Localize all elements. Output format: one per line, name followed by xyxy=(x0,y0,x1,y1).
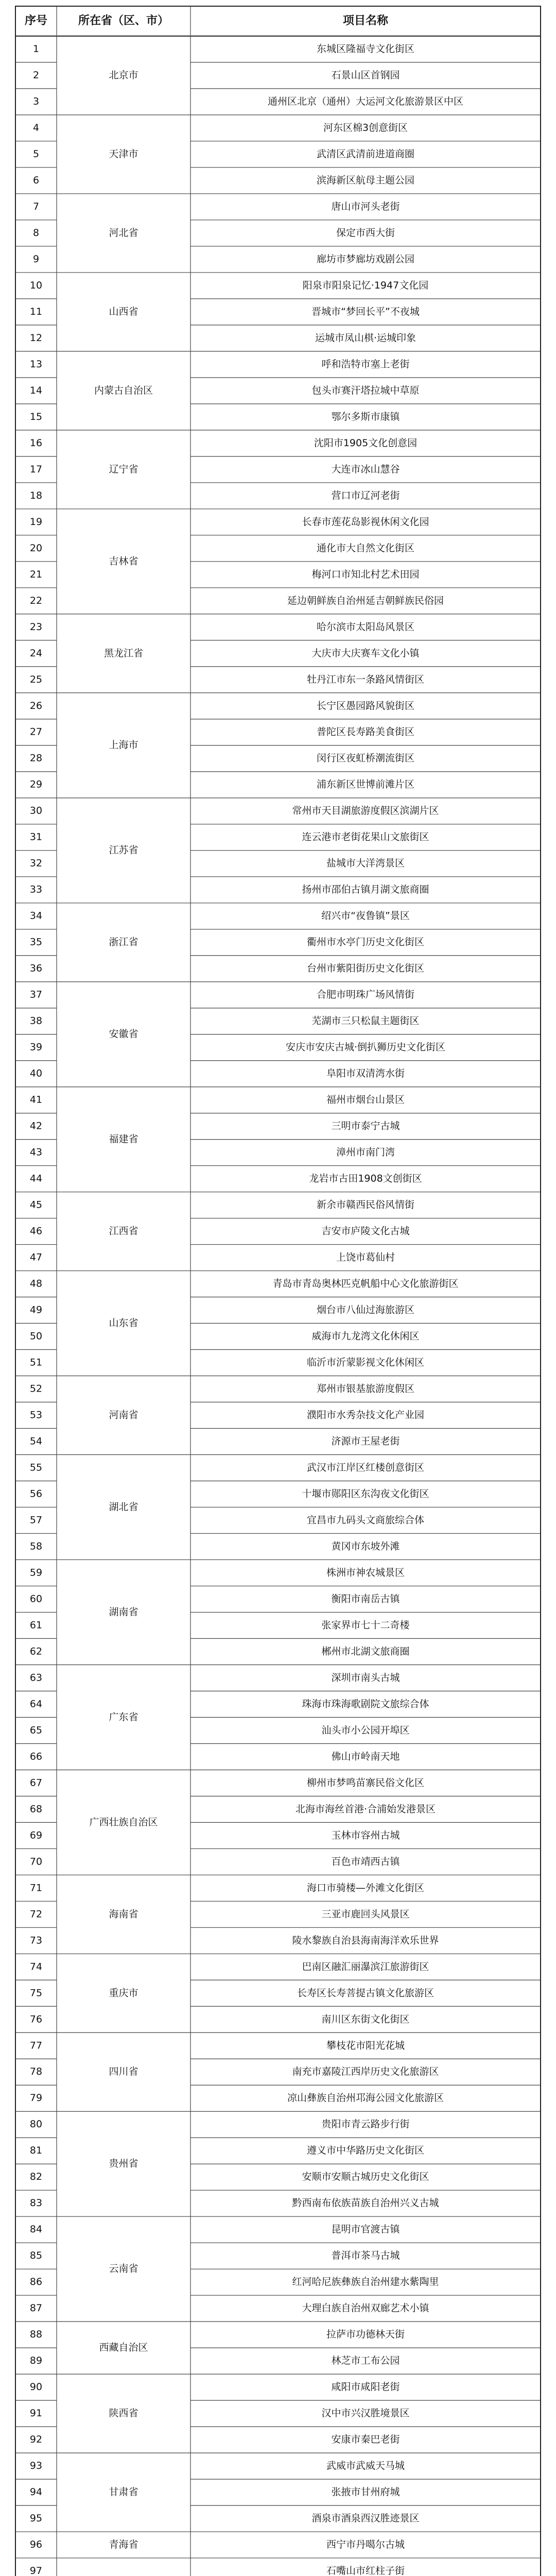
row-serial: 62 xyxy=(29,1646,43,1657)
row-project-name: 昆明市官渡古镇 xyxy=(331,2224,400,2235)
row-project-name: 晋城市“梦回长平”不夜城 xyxy=(311,306,420,317)
province-cell: 江苏省 xyxy=(109,844,138,856)
row-serial: 54 xyxy=(29,1435,43,1447)
row-project-name: 珠海市珠海歌剧院文旅综合体 xyxy=(302,1698,429,1710)
row-serial: 74 xyxy=(29,1961,43,1973)
row-project-name: 长春市莲花岛影视休闲文化园 xyxy=(302,516,429,528)
province-cell: 河南省 xyxy=(109,1409,138,1421)
row-project-name: 滨海新区航母主题公园 xyxy=(316,174,415,186)
row-serial: 55 xyxy=(29,1462,43,1473)
row-serial: 37 xyxy=(29,989,43,1001)
row-serial: 46 xyxy=(29,1225,43,1237)
header-serial: 序号 xyxy=(24,14,48,27)
row-project-name: 通化市大自然文化街区 xyxy=(316,542,415,554)
row-serial: 88 xyxy=(29,2329,43,2341)
row-serial: 82 xyxy=(29,2171,43,2183)
row-serial: 45 xyxy=(29,1199,43,1211)
row-serial: 30 xyxy=(29,805,43,817)
row-serial: 28 xyxy=(29,752,43,764)
province-cell: 西藏自治区 xyxy=(99,2342,148,2353)
row-serial: 53 xyxy=(29,1409,43,1421)
row-project-name: 贵阳市青云路步行街 xyxy=(321,2119,410,2130)
row-serial: 76 xyxy=(29,2013,43,2025)
row-serial: 43 xyxy=(29,1146,43,1158)
row-project-name: 遵义市中华路历史文化街区 xyxy=(306,2145,425,2157)
row-serial: 75 xyxy=(29,1987,43,1999)
row-serial: 68 xyxy=(29,1803,43,1815)
province-cell: 北京市 xyxy=(109,69,138,81)
province-cell: 山西省 xyxy=(109,306,138,317)
row-serial: 73 xyxy=(29,1935,43,1946)
row-serial: 3 xyxy=(32,95,40,107)
row-project-name: 深圳市南头古城 xyxy=(331,1672,400,1684)
province-cell: 内蒙古自治区 xyxy=(94,384,153,396)
row-project-name: 南充市嘉陵江西岸历史文化旅游区 xyxy=(292,2066,439,2078)
row-project-name: 安康市秦巴老街 xyxy=(331,2434,400,2446)
row-serial: 51 xyxy=(29,1357,43,1368)
row-serial: 4 xyxy=(32,122,40,133)
row-project-name: 西宁市丹噶尔古城 xyxy=(326,2539,405,2551)
row-project-name: 济源市王屋老街 xyxy=(331,1435,400,1447)
row-project-name: 保定市西大街 xyxy=(336,227,395,239)
row-project-name: 汕头市小公园开埠区 xyxy=(321,1724,410,1736)
row-project-name: 黄冈市东坡外滩 xyxy=(331,1540,400,1552)
row-project-name: 龙岩市古田1908文创街区 xyxy=(309,1173,422,1184)
row-project-name: 廊坊市梦廊坊戏剧公园 xyxy=(316,253,415,265)
row-project-name: 武清区武清前进道商圈 xyxy=(316,148,415,160)
row-project-name: 安庆市安庆古城·倒扒狮历史文化街区 xyxy=(285,1041,446,1053)
row-serial: 29 xyxy=(29,778,43,790)
row-project-name: 汉中市兴汉胜境景区 xyxy=(321,2408,410,2419)
row-project-name: 濮阳市水秀杂技文化产业园 xyxy=(306,1409,425,1421)
row-project-name: 上饶市葛仙村 xyxy=(336,1251,395,1263)
province-cell: 上海市 xyxy=(109,739,138,751)
row-serial: 79 xyxy=(29,2092,43,2104)
province-cell: 山东省 xyxy=(109,1317,138,1329)
row-project-name: 郑州市银基旅游度假区 xyxy=(316,1383,415,1395)
row-project-name: 延边朝鲜族自治州延吉朝鲜族民俗园 xyxy=(287,595,444,606)
row-project-name: 长宁区愚园路风貌街区 xyxy=(316,700,415,711)
row-project-name: 凉山彝族自治州邛海公园文化旅游区 xyxy=(287,2092,444,2104)
row-serial: 24 xyxy=(29,647,43,659)
row-project-name: 鄂尔多斯市康镇 xyxy=(331,411,400,422)
row-serial: 81 xyxy=(29,2145,43,2157)
row-serial: 26 xyxy=(29,700,43,711)
row-serial: 7 xyxy=(32,200,40,212)
province-cell: 安徽省 xyxy=(109,1028,138,1040)
row-project-name: 衢州市水亭门历史文化街区 xyxy=(306,936,425,948)
row-serial: 96 xyxy=(29,2539,43,2551)
row-serial: 87 xyxy=(29,2302,43,2314)
row-serial: 39 xyxy=(29,1041,43,1053)
row-serial: 23 xyxy=(29,621,43,633)
row-project-name: 张家界市七十二奇楼 xyxy=(321,1619,410,1631)
row-serial: 27 xyxy=(29,726,43,738)
row-serial: 31 xyxy=(29,831,43,843)
row-project-name: 包头市赛汗塔拉城中草原 xyxy=(311,384,420,396)
row-serial: 42 xyxy=(29,1120,43,1132)
province-cell: 广东省 xyxy=(109,1711,138,1723)
province-cell: 广西壮族自治区 xyxy=(89,1816,158,1828)
row-project-name: 呼和浩特市塞上老街 xyxy=(321,358,410,370)
row-project-name: 咸阳市咸阳老街 xyxy=(331,2381,400,2393)
province-cell: 吉林省 xyxy=(109,555,138,567)
row-serial: 1 xyxy=(32,43,40,55)
row-project-name: 北海市海丝首港·合浦始发港景区 xyxy=(295,1803,436,1815)
row-project-name: 通州区北京（通州）大运河文化旅游景区中区 xyxy=(267,95,464,107)
row-project-name: 营口市辽河老街 xyxy=(331,489,400,501)
row-serial: 18 xyxy=(29,489,43,501)
province-cell: 湖北省 xyxy=(109,1501,138,1513)
row-serial: 14 xyxy=(29,384,43,396)
row-project-name: 台州市紫阳街历史文化街区 xyxy=(306,962,425,974)
province-cell: 四川省 xyxy=(109,2066,138,2078)
row-project-name: 合肥市明珠广场风情街 xyxy=(316,989,415,1001)
row-serial: 84 xyxy=(29,2224,43,2235)
province-cell: 湖南省 xyxy=(109,1606,138,1618)
row-project-name: 海口市骑楼—外滩文化街区 xyxy=(306,1882,425,1894)
row-serial: 91 xyxy=(29,2408,43,2419)
row-serial: 89 xyxy=(29,2355,43,2367)
row-project-name: 绍兴市“夜鲁镇”景区 xyxy=(321,910,410,922)
row-project-name: 河东区棉3创意街区 xyxy=(323,122,408,133)
header-project-name: 项目名称 xyxy=(342,14,389,27)
row-project-name: 黔西南布依族苗族自治州兴义古城 xyxy=(292,2197,439,2209)
row-project-name: 运城市凤山棋·运城印象 xyxy=(315,332,416,344)
province-cell: 海南省 xyxy=(109,1908,138,1920)
row-serial: 59 xyxy=(29,1567,43,1579)
row-serial: 15 xyxy=(29,411,43,422)
row-serial: 13 xyxy=(29,358,43,370)
row-project-name: 哈尔滨市太阳岛风景区 xyxy=(316,621,415,633)
row-project-name: 拉萨市功德林天街 xyxy=(326,2329,405,2341)
row-serial: 9 xyxy=(32,253,40,265)
row-project-name: 福州市烟台山景区 xyxy=(326,1094,405,1106)
row-project-name: 石嘴山市红柱子街 xyxy=(326,2565,405,2576)
header-province: 所在省（区、市） xyxy=(78,14,169,27)
row-project-name: 陵水黎族自治县海南海洋欢乐世界 xyxy=(292,1935,439,1946)
row-serial: 21 xyxy=(29,568,43,580)
row-project-name: 芜湖市三只松鼠主题街区 xyxy=(311,1015,420,1027)
row-project-name: 长寿区长寿菩提古镇文化旅游区 xyxy=(297,1987,435,1999)
row-project-name: 闵行区夜虹桥潮流街区 xyxy=(316,752,415,764)
row-serial: 83 xyxy=(29,2197,43,2209)
province-cell: 天津市 xyxy=(109,148,138,160)
row-serial: 80 xyxy=(29,2119,43,2130)
row-serial: 90 xyxy=(29,2381,43,2393)
row-project-name: 衡阳市南岳古镇 xyxy=(331,1593,400,1605)
row-project-name: 南川区东街文化街区 xyxy=(321,2013,410,2025)
row-project-name: 石景山区首钢园 xyxy=(331,69,400,81)
province-cell: 青海省 xyxy=(109,2539,138,2551)
row-project-name: 柳州市梦鸣苗寨民俗文化区 xyxy=(306,1777,425,1789)
row-serial: 20 xyxy=(29,542,43,554)
row-project-name: 酒泉市酒泉西汉胜迹景区 xyxy=(311,2513,420,2524)
row-serial: 56 xyxy=(29,1488,43,1500)
row-serial: 95 xyxy=(29,2513,43,2524)
province-cell: 福建省 xyxy=(109,1133,138,1145)
row-project-name: 普陀区長寿路美食街区 xyxy=(316,726,415,738)
row-project-name: 三亚市鹿回头风景区 xyxy=(321,1908,410,1920)
row-serial: 78 xyxy=(29,2066,43,2078)
province-cell: 江西省 xyxy=(109,1225,138,1237)
row-project-name: 威海市九龙湾文化休闲区 xyxy=(311,1330,420,1342)
row-serial: 19 xyxy=(29,516,43,528)
row-project-name: 株洲市神农城景区 xyxy=(326,1567,405,1579)
row-serial: 5 xyxy=(32,148,40,160)
row-serial: 86 xyxy=(29,2276,43,2288)
row-project-name: 常州市天目湖旅游度假区滨湖片区 xyxy=(292,805,439,817)
row-project-name: 青岛市青岛奥林匹克帆船中心文化旅游街区 xyxy=(272,1278,459,1290)
row-serial: 94 xyxy=(29,2486,43,2498)
row-project-name: 林芝市工布公园 xyxy=(331,2355,400,2367)
row-serial: 71 xyxy=(29,1882,43,1894)
row-project-name: 唐山市河头老街 xyxy=(331,200,400,212)
row-project-name: 浦东新区世博前滩片区 xyxy=(316,778,415,790)
row-serial: 38 xyxy=(29,1015,43,1027)
row-serial: 41 xyxy=(29,1094,43,1106)
row-project-name: 盐城市大洋湾景区 xyxy=(326,857,405,869)
province-cell: 贵州省 xyxy=(109,2158,138,2170)
row-project-name: 宜昌市九码头文商旅综合体 xyxy=(306,1514,425,1526)
row-project-name: 扬州市邵伯古镇月湖文旅商圈 xyxy=(302,884,429,895)
row-serial: 11 xyxy=(29,306,43,317)
row-project-name: 临沂市沂蒙影视文化休闲区 xyxy=(306,1357,425,1368)
row-serial: 77 xyxy=(29,2040,43,2052)
row-project-name: 阳泉市阳泉记忆·1947文化园 xyxy=(302,279,429,291)
row-project-name: 吉安市庐陵文化古城 xyxy=(321,1225,410,1237)
row-serial: 72 xyxy=(29,1908,43,1920)
province-cell: 浙江省 xyxy=(109,936,138,948)
row-serial: 40 xyxy=(29,1067,43,1079)
province-cell: 重庆市 xyxy=(109,1987,138,1999)
row-serial: 66 xyxy=(29,1751,43,1762)
row-serial: 48 xyxy=(29,1278,43,1290)
row-project-name: 漳州市南门湾 xyxy=(336,1146,395,1158)
row-project-name: 梅河口市知北村艺术田园 xyxy=(311,568,420,580)
row-serial: 58 xyxy=(29,1540,43,1552)
row-serial: 17 xyxy=(29,463,43,475)
row-serial: 6 xyxy=(32,174,40,186)
row-serial: 12 xyxy=(29,332,43,344)
row-project-name: 张掖市甘州府城 xyxy=(331,2486,400,2498)
row-serial: 61 xyxy=(29,1619,43,1631)
row-project-name: 阜阳市双清湾水街 xyxy=(326,1067,405,1079)
row-serial: 65 xyxy=(29,1724,43,1736)
province-cell: 河北省 xyxy=(109,227,138,239)
row-serial: 34 xyxy=(29,910,43,922)
row-serial: 10 xyxy=(29,279,43,291)
row-project-name: 牡丹江市东一条路风情街区 xyxy=(306,673,425,685)
row-serial: 32 xyxy=(29,857,43,869)
row-serial: 49 xyxy=(29,1304,43,1316)
row-project-name: 百色市靖西古镇 xyxy=(331,1856,400,1868)
row-serial: 36 xyxy=(29,962,43,974)
row-project-name: 连云港市老街花果山文旅街区 xyxy=(302,831,429,843)
row-project-name: 佛山市岭南天地 xyxy=(331,1751,400,1762)
row-serial: 16 xyxy=(29,437,43,449)
row-project-name: 玉林市容州古城 xyxy=(331,1829,400,1841)
row-serial: 33 xyxy=(29,884,43,895)
province-cell: 甘肃省 xyxy=(109,2486,138,2498)
row-project-name: 大理白族自治州双廊艺术小镇 xyxy=(302,2302,429,2314)
row-project-name: 红河哈尼族彝族自治州建水紫陶里 xyxy=(292,2276,439,2288)
province-cell: 黑龙江省 xyxy=(103,647,144,659)
row-serial: 50 xyxy=(29,1330,43,1342)
row-serial: 22 xyxy=(29,595,43,606)
province-cell: 陕西省 xyxy=(109,2408,138,2419)
row-project-name: 十堰市郧阳区东沟夜文化街区 xyxy=(302,1488,429,1500)
row-project-name: 新余市赣西民俗风情街 xyxy=(316,1199,415,1211)
row-serial: 35 xyxy=(29,936,43,948)
row-serial: 63 xyxy=(29,1672,43,1684)
row-project-name: 大庆市大庆赛车文化小镇 xyxy=(311,647,420,659)
row-serial: 60 xyxy=(29,1593,43,1605)
row-project-name: 安顺市安顺古城历史文化街区 xyxy=(302,2171,429,2183)
row-serial: 57 xyxy=(29,1514,43,1526)
row-project-name: 大连市冰山慧谷 xyxy=(331,463,400,475)
row-serial: 47 xyxy=(29,1251,43,1263)
row-project-name: 东城区隆福寺文化街区 xyxy=(316,43,415,55)
row-serial: 44 xyxy=(29,1173,43,1184)
row-serial: 64 xyxy=(29,1698,43,1710)
row-serial: 25 xyxy=(29,673,43,685)
row-serial: 70 xyxy=(29,1856,43,1868)
row-serial: 67 xyxy=(29,1777,43,1789)
province-cell: 辽宁省 xyxy=(109,463,138,475)
row-serial: 69 xyxy=(29,1829,43,1841)
row-serial: 2 xyxy=(32,69,40,81)
row-project-name: 巴南区融汇丽瀑滨江旅游街区 xyxy=(302,1961,429,1973)
row-project-name: 武威市武威天马城 xyxy=(326,2460,405,2472)
province-cell: 云南省 xyxy=(109,2263,138,2275)
row-serial: 85 xyxy=(29,2250,43,2262)
row-project-name: 郴州市北湖文旅商圈 xyxy=(321,1646,410,1657)
row-serial: 8 xyxy=(32,227,40,239)
row-project-name: 烟台市八仙过海旅游区 xyxy=(316,1304,415,1316)
row-serial: 92 xyxy=(29,2434,43,2446)
row-serial: 97 xyxy=(29,2565,43,2576)
row-project-name: 三明市泰宁古城 xyxy=(331,1120,400,1132)
row-project-name: 攀枝花市阳光花城 xyxy=(326,2040,405,2052)
row-serial: 93 xyxy=(29,2460,43,2472)
row-serial: 52 xyxy=(29,1383,43,1395)
row-project-name: 武汉市江岸区红楼创意街区 xyxy=(306,1462,425,1473)
row-project-name: 沈阳市1905文化创意园 xyxy=(314,437,418,449)
row-project-name: 普洱市茶马古城 xyxy=(331,2250,400,2262)
